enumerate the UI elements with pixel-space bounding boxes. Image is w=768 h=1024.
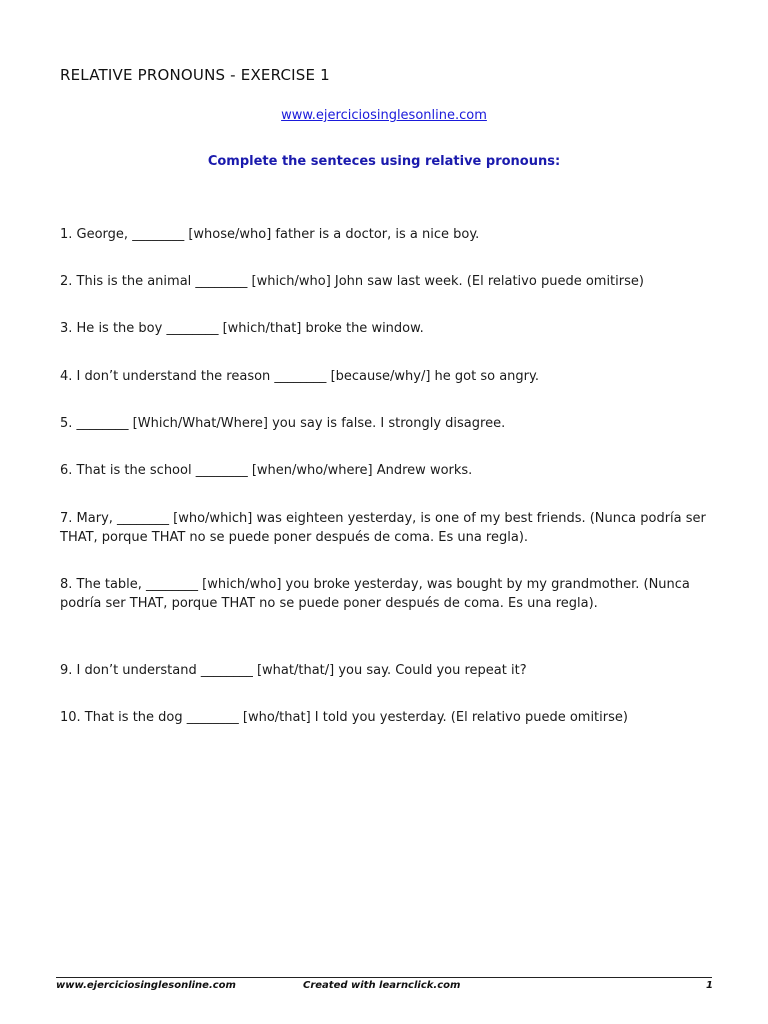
question-6: 6. That is the school ________ [when/who/where] Andrew works. [60, 463, 473, 478]
question-10: 10. That is the dog ________ [who/that] I told you yesterday. (El relativo puede omitirse) [60, 710, 628, 725]
footer-credit: Created with learnclick.com [303, 980, 461, 991]
question-2: 2. This is the animal ________ [which/who] John saw last week. (El relativo puede omitirse) [60, 274, 644, 289]
page-title: RELATIVE PRONOUNS - EXERCISE 1 [60, 66, 330, 84]
footer-website: www.ejerciciosinglesonline.com [56, 980, 236, 991]
page-number: 1 [706, 980, 713, 991]
instructions-heading: Complete the senteces using relative pronouns: [207, 154, 561, 169]
question-8: 8. The table, ________ [which/who] you broke yesterday, was bought by my grandmother. (Nunca podría ser THAT, porque THAT no se puede poner después de coma. Es una regla). [60, 577, 690, 611]
question-1: 1. George, ________ [whose/who] father is a doctor, is a nice boy. [60, 227, 480, 242]
question-9: 9. I don’t understand ________ [what/that/] you say. Could you repeat it? [60, 663, 527, 678]
question-3: 3. He is the boy ________ [which/that] broke the window. [60, 321, 424, 336]
website-link[interactable]: www.ejerciciosinglesonline.com [281, 108, 487, 123]
question-7: 7. Mary, ________ [who/which] was eighteen yesterday, is one of my best friends. (Nunca podría ser THAT, porque THAT no se puede poner después de coma. Es una regla). [60, 511, 706, 545]
question-5: 5. ________ [Which/What/Where] you say is false. I strongly disagree. [60, 416, 506, 431]
question-4: 4. I don’t understand the reason ________ [because/why/] he got so angry. [60, 369, 539, 384]
footer-divider [56, 977, 712, 978]
